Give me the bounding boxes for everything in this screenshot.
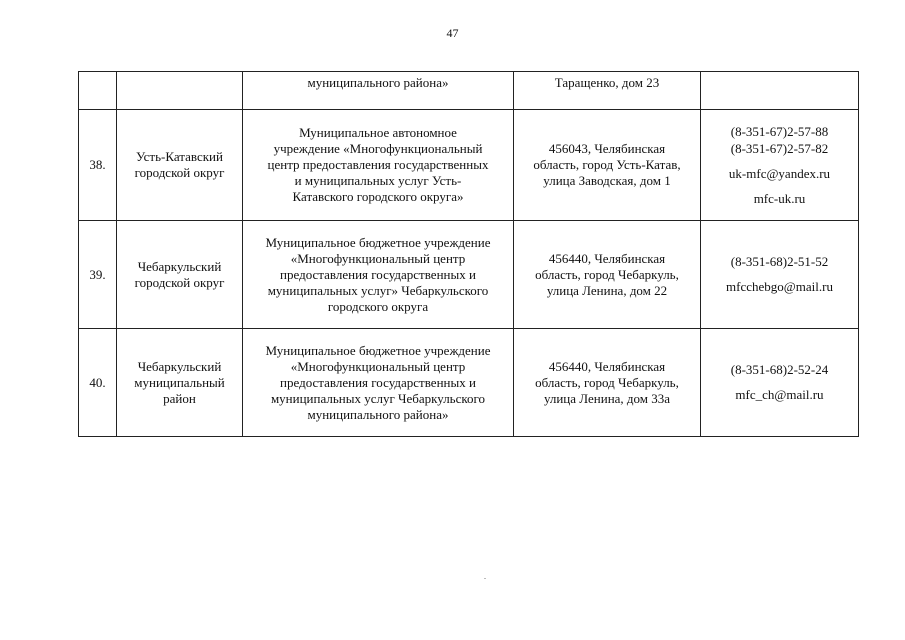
address-line: улица Ленина, дом 22 — [546, 282, 668, 298]
address-line: улица Ленина, дом 33а — [543, 390, 671, 406]
organization-line: Катавского городского округа» — [292, 189, 464, 204]
address-text: Таращенко, дом 23 — [554, 75, 660, 90]
organization-line: муниципального района» — [307, 406, 449, 422]
organization-line: «Многофункциональный центр — [290, 250, 466, 266]
scan-speck — [484, 578, 486, 579]
organization-line: муниципальных услуг Чебаркульского — [270, 390, 486, 406]
organization-line: и муниципальных услуг Усть- — [294, 173, 462, 188]
address-cell — [514, 221, 701, 329]
organization-cell — [243, 329, 514, 437]
organization-cell — [243, 221, 514, 329]
organization-line: «Многофункциональный центр — [290, 358, 466, 374]
organization-cell — [243, 72, 514, 110]
email-address: uk-mfc@yandex.ru — [728, 165, 831, 181]
address-line: область, город Чебаркуль, — [535, 374, 679, 390]
organization-text: муниципального района» — [307, 75, 449, 90]
row-number: 40. — [79, 329, 117, 437]
phone-number: (8-351-67)2-57-82 — [730, 140, 829, 156]
mfc-registry-table — [78, 71, 859, 437]
email-address: mfcchebgo@mail.ru — [726, 279, 833, 294]
contacts-cell — [701, 329, 859, 437]
organization-line: предоставления государственных и — [280, 266, 476, 282]
organization-line: Муниципальное бюджетное учреждение — [265, 234, 491, 250]
organization-line: предоставления государственных и — [280, 374, 476, 390]
address-line: 456043, Челябинская — [548, 141, 666, 156]
organization-line: Муниципальное бюджетное учреждение — [265, 342, 491, 358]
municipality-cell — [117, 221, 243, 329]
table-row-40 — [79, 329, 859, 437]
website-address: mfc-uk.ru — [753, 190, 806, 206]
municipality-cell — [117, 329, 243, 437]
address-cell — [514, 110, 701, 221]
municipality-line: городской округ — [134, 274, 225, 290]
phone-number: (8-351-68)2-51-52 — [730, 254, 829, 269]
address-cell — [514, 72, 701, 110]
row-number: 38. — [79, 110, 117, 221]
municipality-line: городской округ — [134, 165, 225, 180]
address-line: улица Заводская, дом 1 — [543, 173, 671, 188]
page-number: 47 — [446, 26, 459, 40]
number-cell — [79, 72, 117, 110]
organization-line: учреждение «Многофункциональный — [273, 141, 483, 156]
organization-line: городского округа — [327, 298, 429, 314]
organization-line: центр предоставления государственных — [267, 157, 489, 172]
municipality-line: Чебаркульский — [137, 358, 222, 374]
table-row-continuation — [79, 72, 859, 110]
address-line: область, город Чебаркуль, — [535, 266, 679, 282]
municipality-line: Усть-Катавский — [136, 149, 223, 164]
contacts-cell — [701, 110, 859, 221]
address-line: 456440, Челябинская — [548, 358, 666, 374]
organization-line: муниципальных услуг» Чебаркульского — [267, 282, 489, 298]
table-row-39 — [79, 221, 859, 329]
contacts-cell — [701, 72, 859, 110]
phone-number: (8-351-67)2-57-88 — [730, 123, 829, 139]
address-line: область, город Усть-Катав, — [533, 157, 681, 172]
municipality-line: Чебаркульский — [137, 258, 222, 274]
address-cell — [514, 329, 701, 437]
municipality-cell — [117, 72, 243, 110]
email-address: mfc_ch@mail.ru — [735, 387, 824, 402]
municipality-cell — [117, 110, 243, 221]
municipality-line: район — [163, 390, 196, 406]
phone-number: (8-351-68)2-52-24 — [730, 362, 829, 377]
row-number: 39. — [79, 221, 117, 329]
municipality-line: муниципальный — [134, 374, 225, 390]
address-line: 456440, Челябинская — [548, 250, 666, 266]
table-row-38 — [79, 110, 859, 221]
organization-cell — [243, 110, 514, 221]
contacts-cell — [701, 221, 859, 329]
organization-line: Муниципальное автономное — [299, 125, 457, 140]
